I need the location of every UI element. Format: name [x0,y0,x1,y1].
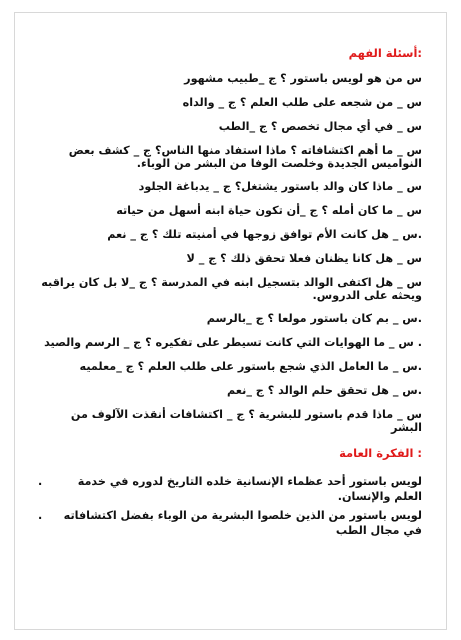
bullet-dot-icon: . [38,475,43,488]
question-6: س _ ما كان أمله ؟ ج _أن تكون حياة ابنه أسهل من حياته [116,204,422,217]
question-3: س _ في أي مجال تخصص ؟ ج _الطب [218,120,422,133]
question-13: .س _ هل تحقق حلم الوالد ؟ ج _نعم [227,384,422,397]
question-1: س من هو لويس باستور ؟ ج _طبيب مشهور [184,72,422,85]
general-idea-heading: : الفكرة العامة [339,446,422,460]
general-idea-text-1: لويس باستور أحد عظماء الإنسانية خلده التاريخ لدوره في خدمة العلم والإنسان. [77,475,422,503]
general-idea-item-1 [38,474,422,504]
comprehension-heading: :أسئلة الفهم [348,46,422,60]
question-8: س _ هل كانا يظنان فعلا تحقق ذلك ؟ ج _ لا [186,252,422,265]
general-idea-item-2 [38,508,422,538]
question-10: .س _ بم كان باستور مولعا ؟ ج _بالرسم [206,312,422,325]
question-11: . س _ ما الهوايات التي كانت تسيطر على تفكيره ؟ ج _ الرسم والصيد [44,336,422,349]
bullet-dot-icon: . [38,509,43,522]
question-9: س _ هل اكتفى الوالد بتسجيل ابنه في المدرسة ؟ ج _لا بل كان يراقبه ويحثه على الدروس. [41,276,422,302]
general-idea-text-2: لويس باستور من الذين خلصوا البشرية من الوباء بفضل اكتشافاته في مجال الطب [63,509,422,537]
question-2: س _ من شجعه على طلب العلم ؟ ج _ والداه [182,96,422,109]
question-5: س _ ماذا كان والد باستور يشتغل؟ ج _ يدباغة الجلود [138,180,422,193]
question-4: س _ ما أهم اكتشافاته ؟ ماذا استفاد منها الناس؟ ج _ كشف بعض النواميس الجديدة وخلصت الوفا من البشر من الوباء. [68,144,422,170]
question-14: س _ ماذا قدم باستور للبشرية ؟ ج _ اكتشافات أنقذت الآلوف من البشر [70,408,422,434]
question-12: .س _ ما العامل الذي شجع باستور على طلب العلم ؟ ج _معلميه [79,360,422,373]
question-7: .س _ هل كانت الأم توافق زوجها في أمنيته تلك ؟ ج _ نعم [107,228,422,241]
worksheet-content [38,46,422,542]
